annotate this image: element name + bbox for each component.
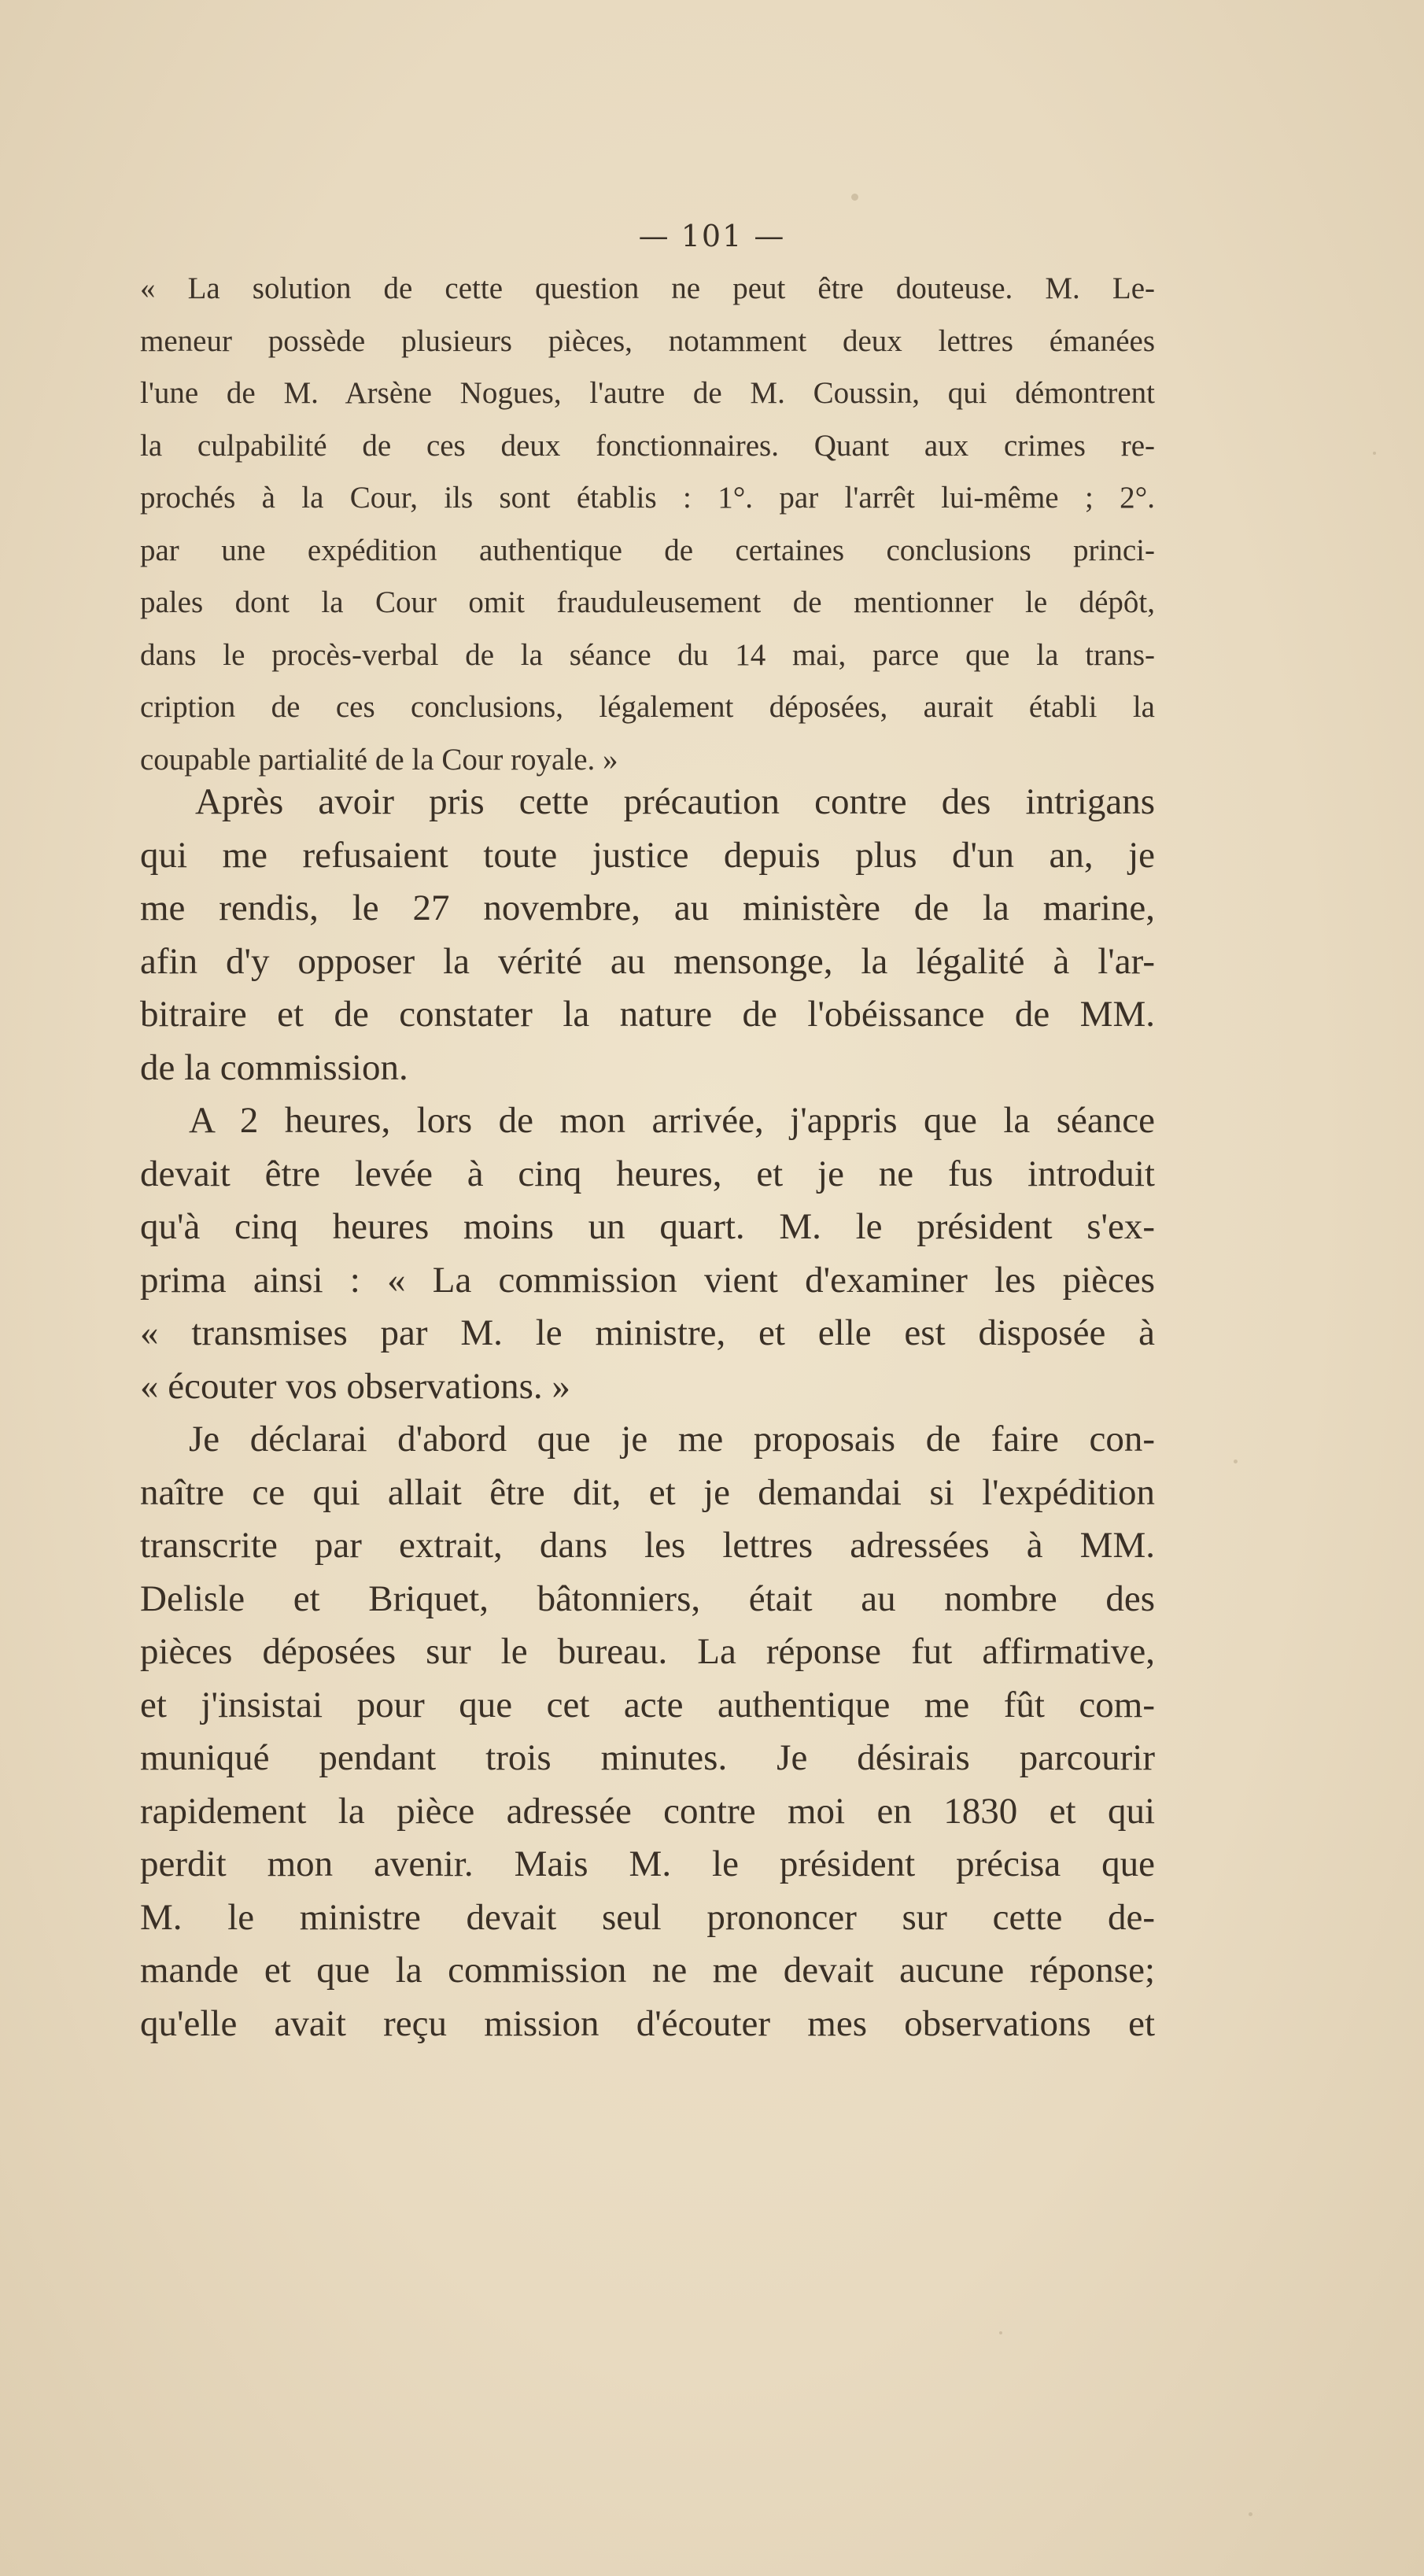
- text-line: naître ce qui allait être dit, et je demandai si l'expédition: [140, 1471, 1155, 1513]
- text-line: meneur possède plusieurs pièces, notamment deux lettres émanées: [140, 323, 1155, 358]
- text-line: « transmises par M. le ministre, et elle est disposée à: [140, 1312, 1155, 1353]
- paper-spot: [1373, 452, 1376, 455]
- text-line: coupable partialité de la Cour royale. »: [140, 742, 618, 777]
- text-line: Delisle et Briquet, bâtonniers, était au nombre des: [140, 1578, 1155, 1619]
- text-line: « La solution de cette question ne peut être douteuse. M. Le-: [140, 271, 1155, 305]
- paper-spot: [999, 2331, 1002, 2334]
- text-line: bitraire et de constater la nature de l'obéissance de MM.: [140, 994, 1155, 1035]
- text-line: afin d'y opposer la vérité au mensonge, la légalité à l'ar-: [140, 940, 1155, 982]
- text-line: transcrite par extrait, dans les lettres adressées à MM.: [140, 1525, 1155, 1566]
- text-line: perdit mon avenir. Mais M. le président précisa que: [140, 1843, 1155, 1884]
- paper-spot: [1249, 2512, 1252, 2516]
- text-line: qui me refusaient toute justice depuis plus d'un an, je: [140, 834, 1155, 876]
- text-line: me rendis, le 27 novembre, au ministère de la marine,: [140, 888, 1155, 928]
- paragraph: [140, 776, 1155, 1094]
- paper-spot: [1234, 1460, 1238, 1463]
- text-line: qu'à cinq heures moins un quart. M. le président s'ex-: [140, 1206, 1155, 1247]
- text-line: M. le ministre devait seul prononcer sur cette de-: [140, 1896, 1155, 1938]
- text-line: cription de ces conclusions, légalement déposées, aurait établi la: [140, 690, 1155, 724]
- text-line: Je déclarai d'abord que je me proposais de faire con-: [189, 1419, 1155, 1460]
- quoted-passage: [140, 263, 1155, 786]
- text-line: devait être levée à cinq heures, et je ne fus introduit: [140, 1153, 1155, 1194]
- text-line: par une expédition authentique de certaines conclusions princi-: [140, 533, 1155, 567]
- text-line: pièces déposées sur le bureau. La réponse fut affirmative,: [140, 1631, 1155, 1672]
- text-line: prima ainsi : « La commission vient d'examiner les pièces: [140, 1259, 1155, 1301]
- text-line: l'une de M. Arsène Nogues, l'autre de M. Coussin, qui démontrent: [140, 376, 1155, 410]
- page-number: — 101 —: [638, 219, 786, 253]
- text-line: et j'insistai pour que cet acte authentique me fût com-: [140, 1684, 1155, 1725]
- paragraph: [140, 1094, 1155, 1413]
- text-line: de la commission.: [140, 1046, 408, 1088]
- text-line: mande et que la commission ne me devait aucune réponse;: [140, 1950, 1155, 1991]
- text-line: la culpabilité de ces deux fonctionnaires. Quant aux crimes re-: [140, 428, 1155, 463]
- text-line: muniqué pendant trois minutes. Je désirais parcourir: [140, 1737, 1155, 1778]
- text-line: prochés à la Cour, ils sont établis : 1°. par l'arrêt lui-même ; 2°.: [140, 481, 1155, 515]
- body-text: [140, 776, 1155, 2050]
- text-line: pales dont la Cour omit frauduleusement de mentionner le dépôt,: [140, 585, 1155, 619]
- text-line: « écouter vos observations. »: [140, 1365, 570, 1407]
- text-line: A 2 heures, lors de mon arrivée, j'appris que la séance: [189, 1100, 1155, 1141]
- text-line: qu'elle avait reçu mission d'écouter mes observations et: [140, 2002, 1155, 2044]
- text-line: dans le procès-verbal de la séance du 14 mai, parce que la trans-: [140, 637, 1155, 672]
- paper-spot: [851, 194, 858, 201]
- paragraph: [140, 1413, 1155, 2050]
- text-line: Après avoir pris cette précaution contre des intrigans: [195, 781, 1155, 822]
- text-line: rapidement la pièce adressée contre moi en 1830 et qui: [140, 1790, 1155, 1832]
